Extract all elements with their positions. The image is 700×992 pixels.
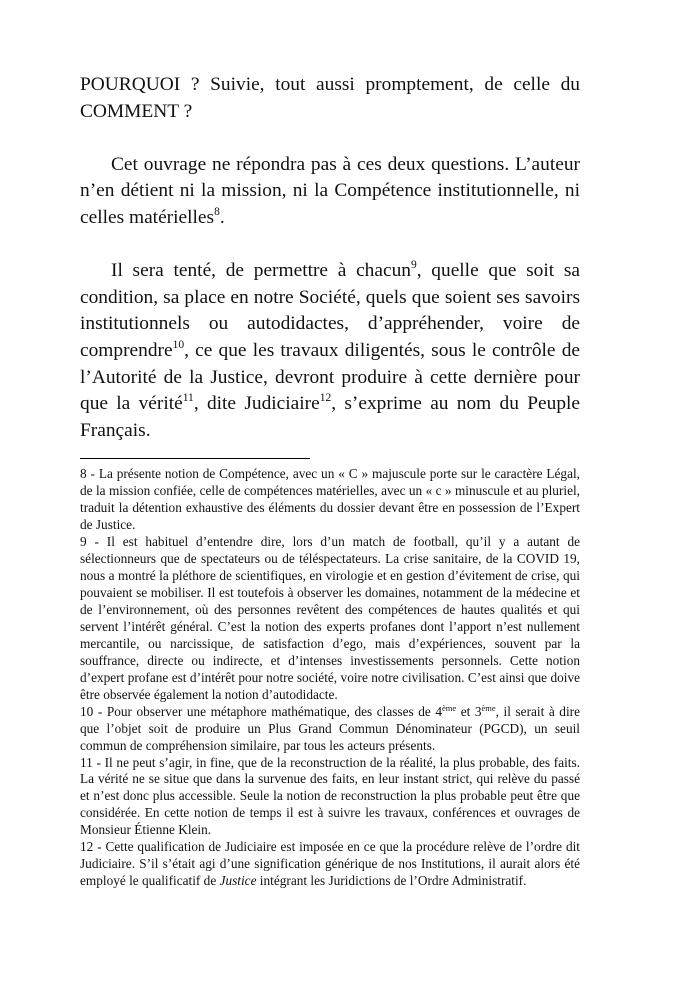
- footnote-10: [80, 704, 580, 755]
- footnote-ref-12[interactable]: 12: [319, 392, 332, 405]
- paragraph-3-text-3: , ce que les travaux diligentés, sous le contrôle de l’Autorité de la Justice, devront produire à cette dernière pour que la vérité: [80, 339, 580, 415]
- footnote-11: [80, 755, 580, 840]
- footnotes: [80, 466, 580, 890]
- paragraph-3: [80, 258, 580, 444]
- document-page: [80, 72, 580, 890]
- paragraph-3-text-5: , s’exprime au nom du Peuple Français.: [80, 393, 581, 441]
- footnote-ref-10[interactable]: 10: [172, 338, 185, 351]
- footnote-8-text: 8 - La présente notion de Compétence, avec un « C » majuscule porte sur le caractère Légal, de la mission confiée, celle de compétences matérielles, avec un « c » minuscule et au pluriel, traduit la détention exhaustive des éléments du dossier devant être en possession de l’Expert de Justice.: [80, 466, 580, 533]
- paragraph-1: [80, 72, 580, 125]
- footnote-11-text: 11 - Il ne peut s’agir, in fine, que de la reconstruction de la réalité, la plus probable, des faits. La vérité ne se situe que dans la survenue des faits, en leur instant strict, qui relève du passé et n’est donc plus accessible. Seule la notion de reconstruction la plus probable peut être que considérée. En cette notion de temps il est à suivre les travaux, conférences et ouvrages de Monsieur Étienne Klein.: [80, 754, 580, 838]
- footnote-10-text-a: 10 - Pour observer une métaphore mathématique, des classes de 4: [80, 703, 442, 719]
- paragraph-2-end: .: [219, 206, 225, 228]
- paragraph-3-text-1: Il sera tenté, de permettre à chacun: [111, 260, 411, 282]
- paragraph-2: [80, 152, 580, 232]
- paragraph-3-text-4: , dite Judiciaire: [193, 393, 320, 415]
- paragraph-2-text: Cet ouvrage ne répondra pas à ces deux questions. L’auteur n’en détient ni la mission, ni la Compétence institutionnelle, ni celles matérielles: [80, 153, 580, 228]
- footnote-9-text: 9 - Il est habituel d’entendre dire, lors d’un match de football, qu’il y a autant de sélectionneurs que de spectateurs ou de téléspectateurs. La crise sanitaire, de la COVID 19, nous a montré la pléthore de scientifiques, en virologie et en gestion d’évitement de crise, qui pouvaient se mobiliser. Il est toutefois à observer les domaines, notamment de la médecine et de l’environnement, où des personnes revêtent des compétences de hautes qualités et qui servent l’intérêt général. C’est la notion des experts profanes dont l’apport n’est nullement mercantile, ou narcissique, de satisfaction d’ego, mais d’expériences, souvent par la souffrance, directe ou indirecte, et d’intenses investissements personnels. Cette notion d’expert profane est d’intérêt pour notre société, voire notre civilisation. C’est ainsi que doive être observée également la notion d’autodidacte.: [80, 534, 580, 702]
- footnote-10-text-b: et 3: [456, 703, 482, 719]
- footnote-10-sup-2: ème: [481, 702, 496, 713]
- footnote-ref-8[interactable]: 8: [214, 205, 220, 218]
- paragraph-1-text: POURQUOI ? Suivie, tout aussi promptement, de celle du COMMENT ?: [80, 74, 580, 122]
- footnote-10-sup-1: ème: [441, 702, 457, 713]
- footnote-12-text-a: 12 - Cette qualification de Judiciaire est imposée en ce que la procédure relève de l’ordre dit Judiciaire. S’il s’était agi d’une signification générique de nos Institutions, il aurait alors été employé le qualificatif de: [80, 839, 580, 889]
- footnote-8: [80, 466, 580, 534]
- footnote-12-emphasis: Justice: [219, 873, 257, 889]
- footnote-10-text-c: , il serait à dire que l’objet soit de produire un Plus Grand Commun Dénominateur (PGCD), un seuil commun de compréhension similaire, par tous les acteurs présents.: [80, 703, 580, 753]
- footnote-separator: [80, 458, 310, 459]
- footnote-ref-9[interactable]: 9: [410, 259, 417, 272]
- footnote-12-text-b: intégrant les Juridictions de l’Ordre Administratif.: [256, 873, 527, 889]
- footnote-9: [80, 534, 580, 704]
- footnote-12: [80, 839, 580, 890]
- footnote-ref-11[interactable]: 11: [182, 392, 194, 405]
- paragraph-3-text-2: , quelle que soit sa condition, sa place en notre Société, quels que soient ses savoirs institutionnels ou autodidactes, d’appréhender, voire de comprendre: [80, 260, 580, 361]
